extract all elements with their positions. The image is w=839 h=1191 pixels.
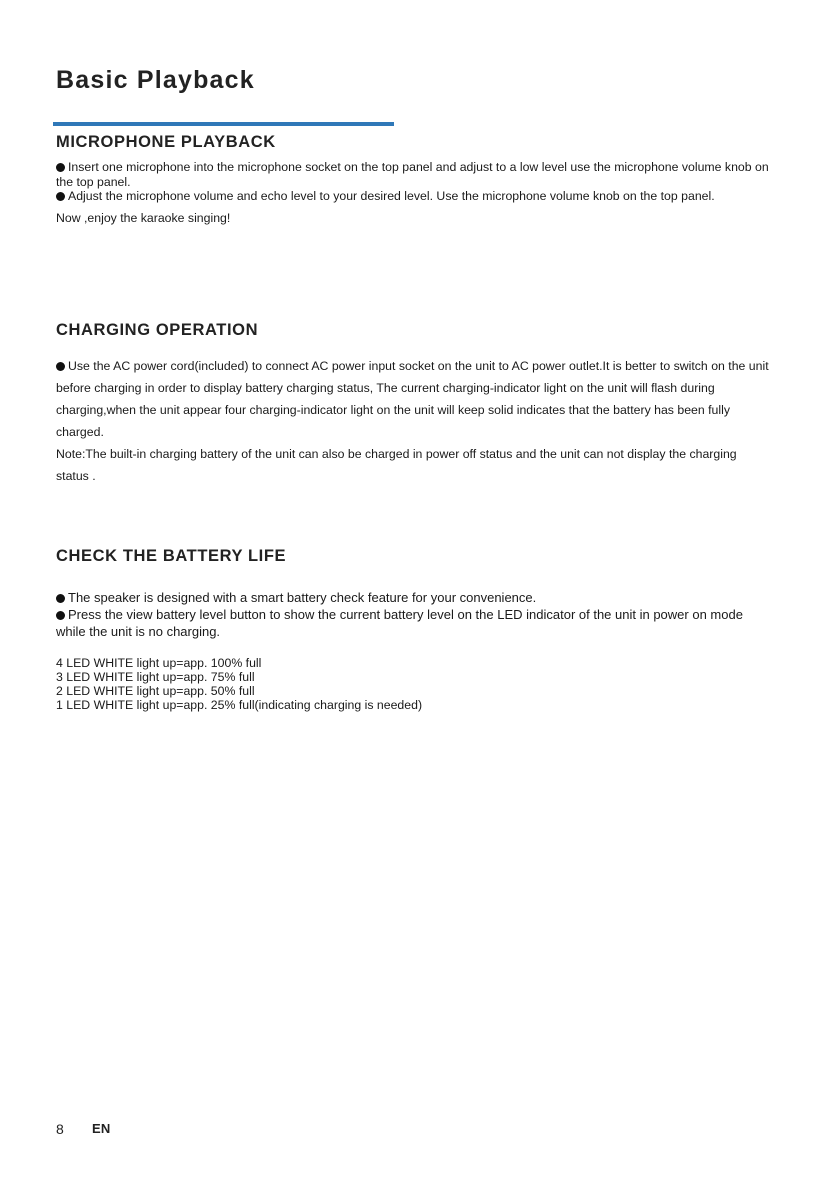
- battery-levels: [56, 656, 422, 712]
- battery-level-1: 1 LED WHITE light up=app. 25% full(indicating charging is needed): [56, 698, 423, 712]
- bullet-icon: [56, 611, 65, 620]
- charging-heading: CHARGING OPERATION: [56, 321, 259, 339]
- charging-note: Note:The built-in charging battery of the unit can also be charged in power off status and the unit can not display the charging status .: [56, 447, 737, 483]
- battery-heading: CHECK THE BATTERY LIFE: [56, 547, 287, 565]
- charging-bullet: Use the AC power cord(included) to connect AC power input socket on the unit to AC power outlet.It is better to switch on the unit before charging in order to display battery charging status, The current charging-indicator light on the unit will flash during charging,when the unit appear four charging-indicator light on the unit will keep solid indicates that the battery has been fully charged.: [56, 359, 769, 439]
- battery-level-2: 2 LED WHITE light up=app. 50% full: [56, 684, 255, 698]
- microphone-heading: MICROPHONE PLAYBACK: [56, 133, 276, 151]
- microphone-closing: Now ,enjoy the karaoke singing!: [56, 210, 231, 225]
- list-item: [56, 355, 770, 443]
- list-item: [56, 589, 770, 606]
- bullet-icon: [56, 594, 65, 603]
- battery-bullet-2: Press the view battery level button to show the current battery level on the LED indicator of the unit in power on mode while the unit is no charging.: [56, 607, 743, 639]
- language-label: EN: [92, 1121, 111, 1136]
- battery-text: [56, 589, 770, 640]
- title-underline: [53, 122, 394, 126]
- list-item: [56, 189, 770, 204]
- bullet-icon: [56, 192, 65, 201]
- battery-level-3: 3 LED WHITE light up=app. 75% full: [56, 670, 255, 684]
- page-title: Basic Playback: [56, 66, 255, 94]
- microphone-bullet-2: Adjust the microphone volume and echo level to your desired level. Use the microphone volume knob on the top panel.: [68, 189, 715, 203]
- microphone-bullet-1: Insert one microphone into the microphone socket on the top panel and adjust to a low level use the microphone volume knob on the top panel.: [56, 160, 769, 189]
- charging-text: [56, 355, 770, 487]
- bullet-icon: [56, 163, 65, 172]
- battery-level-4: 4 LED WHITE light up=app. 100% full: [56, 656, 262, 670]
- list-item: [56, 606, 746, 640]
- microphone-text: [56, 160, 770, 225]
- bullet-icon: [56, 362, 65, 371]
- battery-bullet-1: The speaker is designed with a smart battery check feature for your convenience.: [68, 590, 537, 605]
- list-item: [56, 160, 770, 189]
- page-number: 8: [56, 1121, 64, 1137]
